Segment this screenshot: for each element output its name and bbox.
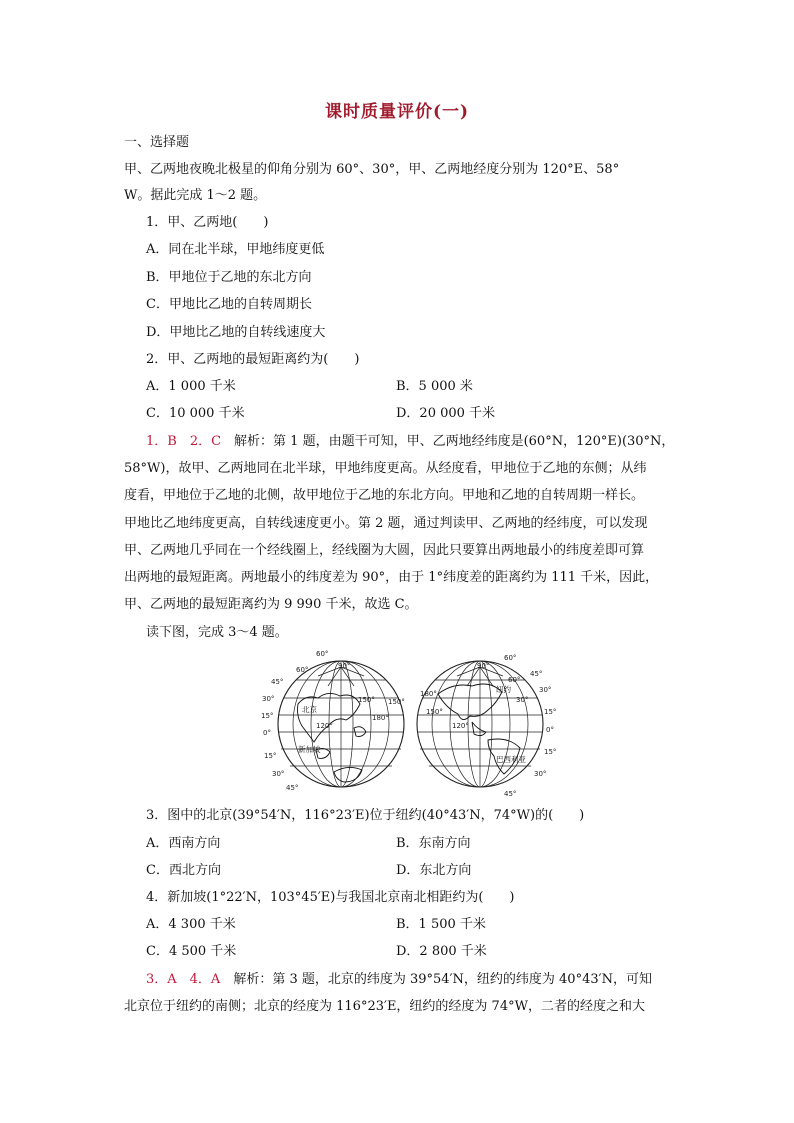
intro-line: 甲、乙两地夜晚北极星的仰角分别为 60°、30°，甲、乙两地经度分别为 120°E、58° (124, 162, 620, 177)
question-2-option-b: B．5 000 米 (396, 379, 473, 394)
newyork-label: 纽约 (496, 685, 511, 694)
left-lat-15s: 15° (264, 752, 277, 760)
analysis-1-line: 甲、乙两地几乎同在一个经线圈上，经线圈为大圆，因此只要算出两地最小的纬度差即可算 (124, 543, 645, 558)
left-lat-30s: 30° (272, 770, 285, 778)
right-globe (417, 654, 556, 798)
right-lat-15: 15° (544, 708, 557, 716)
singapore-label: 新加坡 (298, 745, 321, 754)
left-lat-15: 15° (261, 712, 274, 720)
question-3-stem: 3．图中的北京(39°54′N，116°23′E)位于纽约(40°43′N，74°W)的( ) (146, 808, 585, 823)
analysis-1-line: 甲地比乙地纬度更高，自转线速度更小。第 2 题，通过判读甲、乙两地的经纬度，可以发现 (124, 516, 648, 531)
brasilia-label: 巴西利亚 (496, 755, 526, 764)
question-3-option-c: C．西北方向 (146, 863, 221, 878)
left-lat-0: 0° (263, 729, 271, 737)
left-lon-120: 120° (316, 722, 333, 730)
intro-2: 读下图，完成 3～4 题。 (146, 625, 288, 640)
question-1-option-d: D．甲地比乙地的自转线速度大 (146, 325, 326, 340)
question-3-option-a: A．西南方向 (146, 836, 221, 851)
right-lon-30: 30° (516, 696, 529, 704)
left-lon-150w: 150° (388, 698, 405, 706)
right-lon-150: 150° (426, 708, 443, 716)
analysis-1-line: 度看，甲地位于乙地的北侧，故甲地位于乙地的东北方向。甲地和乙地的自转周期一样长。 (124, 488, 645, 503)
left-lat-45s: 45° (286, 784, 299, 792)
right-lat-30: 30° (539, 686, 552, 694)
question-2-stem: 2．甲、乙两地的最短距离约为( ) (146, 352, 360, 367)
question-4-option-d: D．2 800 千米 (396, 944, 487, 959)
analysis-1-answer: 1．B 2．C (146, 434, 222, 449)
right-lon-60: 60° (508, 676, 521, 684)
left-lon-180: 180° (372, 714, 389, 722)
page-title: 课时质量评价(一) (324, 102, 470, 122)
question-4-option-c: C．4 500 千米 (146, 944, 237, 959)
right-lat-30s: 30° (534, 770, 547, 778)
right-lon-90: 90° (477, 662, 490, 670)
analysis-2-answer: 3．A 4．A (146, 972, 221, 987)
analysis-2-line: 北京位于纽约的南侧；北京的经度为 116°23′E，纽约的经度为 74°W，二者的经度之和大 (124, 999, 645, 1014)
question-3-option-b: B．东南方向 (396, 836, 471, 851)
analysis-2-text: 解析：第 3 题，北京的纬度为 39°54′N，纽约的纬度为 40°43′N，可知 (220, 972, 652, 987)
analysis-2-line (146, 970, 652, 990)
left-lat-30: 30° (262, 695, 275, 703)
right-lat-15s: 15° (544, 748, 557, 756)
right-lat-45: 45° (530, 670, 543, 678)
right-lon-180: 180° (420, 690, 437, 698)
question-2-option-a: A．1 000 千米 (146, 379, 236, 394)
analysis-1-line (146, 432, 674, 452)
question-1-stem: 1．甲、乙两地( ) (146, 215, 269, 230)
left-globe (261, 650, 405, 792)
analysis-1-line: 58°W)，故甲、乙两地同在北半球，甲地纬度更高。从经度看，甲地位于乙地的东侧；从纬 (124, 461, 647, 476)
left-lat-60: 60° (296, 666, 309, 674)
left-lon-60: 60° (316, 650, 329, 658)
right-lon-120: 120° (452, 722, 469, 730)
right-lat-60: 60° (504, 654, 517, 662)
question-2-option-c: C．10 000 千米 (146, 406, 245, 421)
intro-line: W。据此完成 1～2 题。 (124, 188, 267, 203)
question-4-option-a: A．4 300 千米 (146, 917, 236, 932)
question-4-option-b: B．1 500 千米 (396, 917, 486, 932)
question-3-option-d: D．东北方向 (396, 863, 472, 878)
right-lat-0: 0° (546, 726, 554, 734)
analysis-1-line: 出两地的最短距离。两地最小的纬度差为 90°，由于 1°纬度差的距离约为 111 千米，因此， (124, 570, 659, 585)
globes-figure (258, 646, 558, 798)
beijing-label: 北京 (302, 705, 317, 714)
analysis-1-line: 甲、乙两地的最短距离约为 9 990 千米，故选 C。 (124, 597, 418, 612)
left-lon-90: 90° (338, 662, 351, 670)
left-lon-150: 150° (358, 696, 375, 704)
analysis-1-text: 解析：第 1 题，由题干可知，甲、乙两地经纬度是(60°N，120°E)(30°N， (221, 434, 675, 449)
question-4-stem: 4．新加坡(1°22′N，103°45′E)与我国北京南北相距约为( ) (146, 890, 515, 905)
section-heading: 一、选择题 (124, 135, 190, 150)
right-lat-45s: 45° (504, 790, 517, 798)
left-lat-45: 45° (271, 678, 284, 686)
question-1-option-c: C．甲地比乙地的自转周期长 (146, 297, 312, 312)
question-1-option-b: B．甲地位于乙地的东北方向 (146, 270, 312, 285)
question-1-option-a: A．同在北半球，甲地纬度更低 (146, 242, 325, 257)
question-2-option-d: D．20 000 千米 (396, 406, 496, 421)
